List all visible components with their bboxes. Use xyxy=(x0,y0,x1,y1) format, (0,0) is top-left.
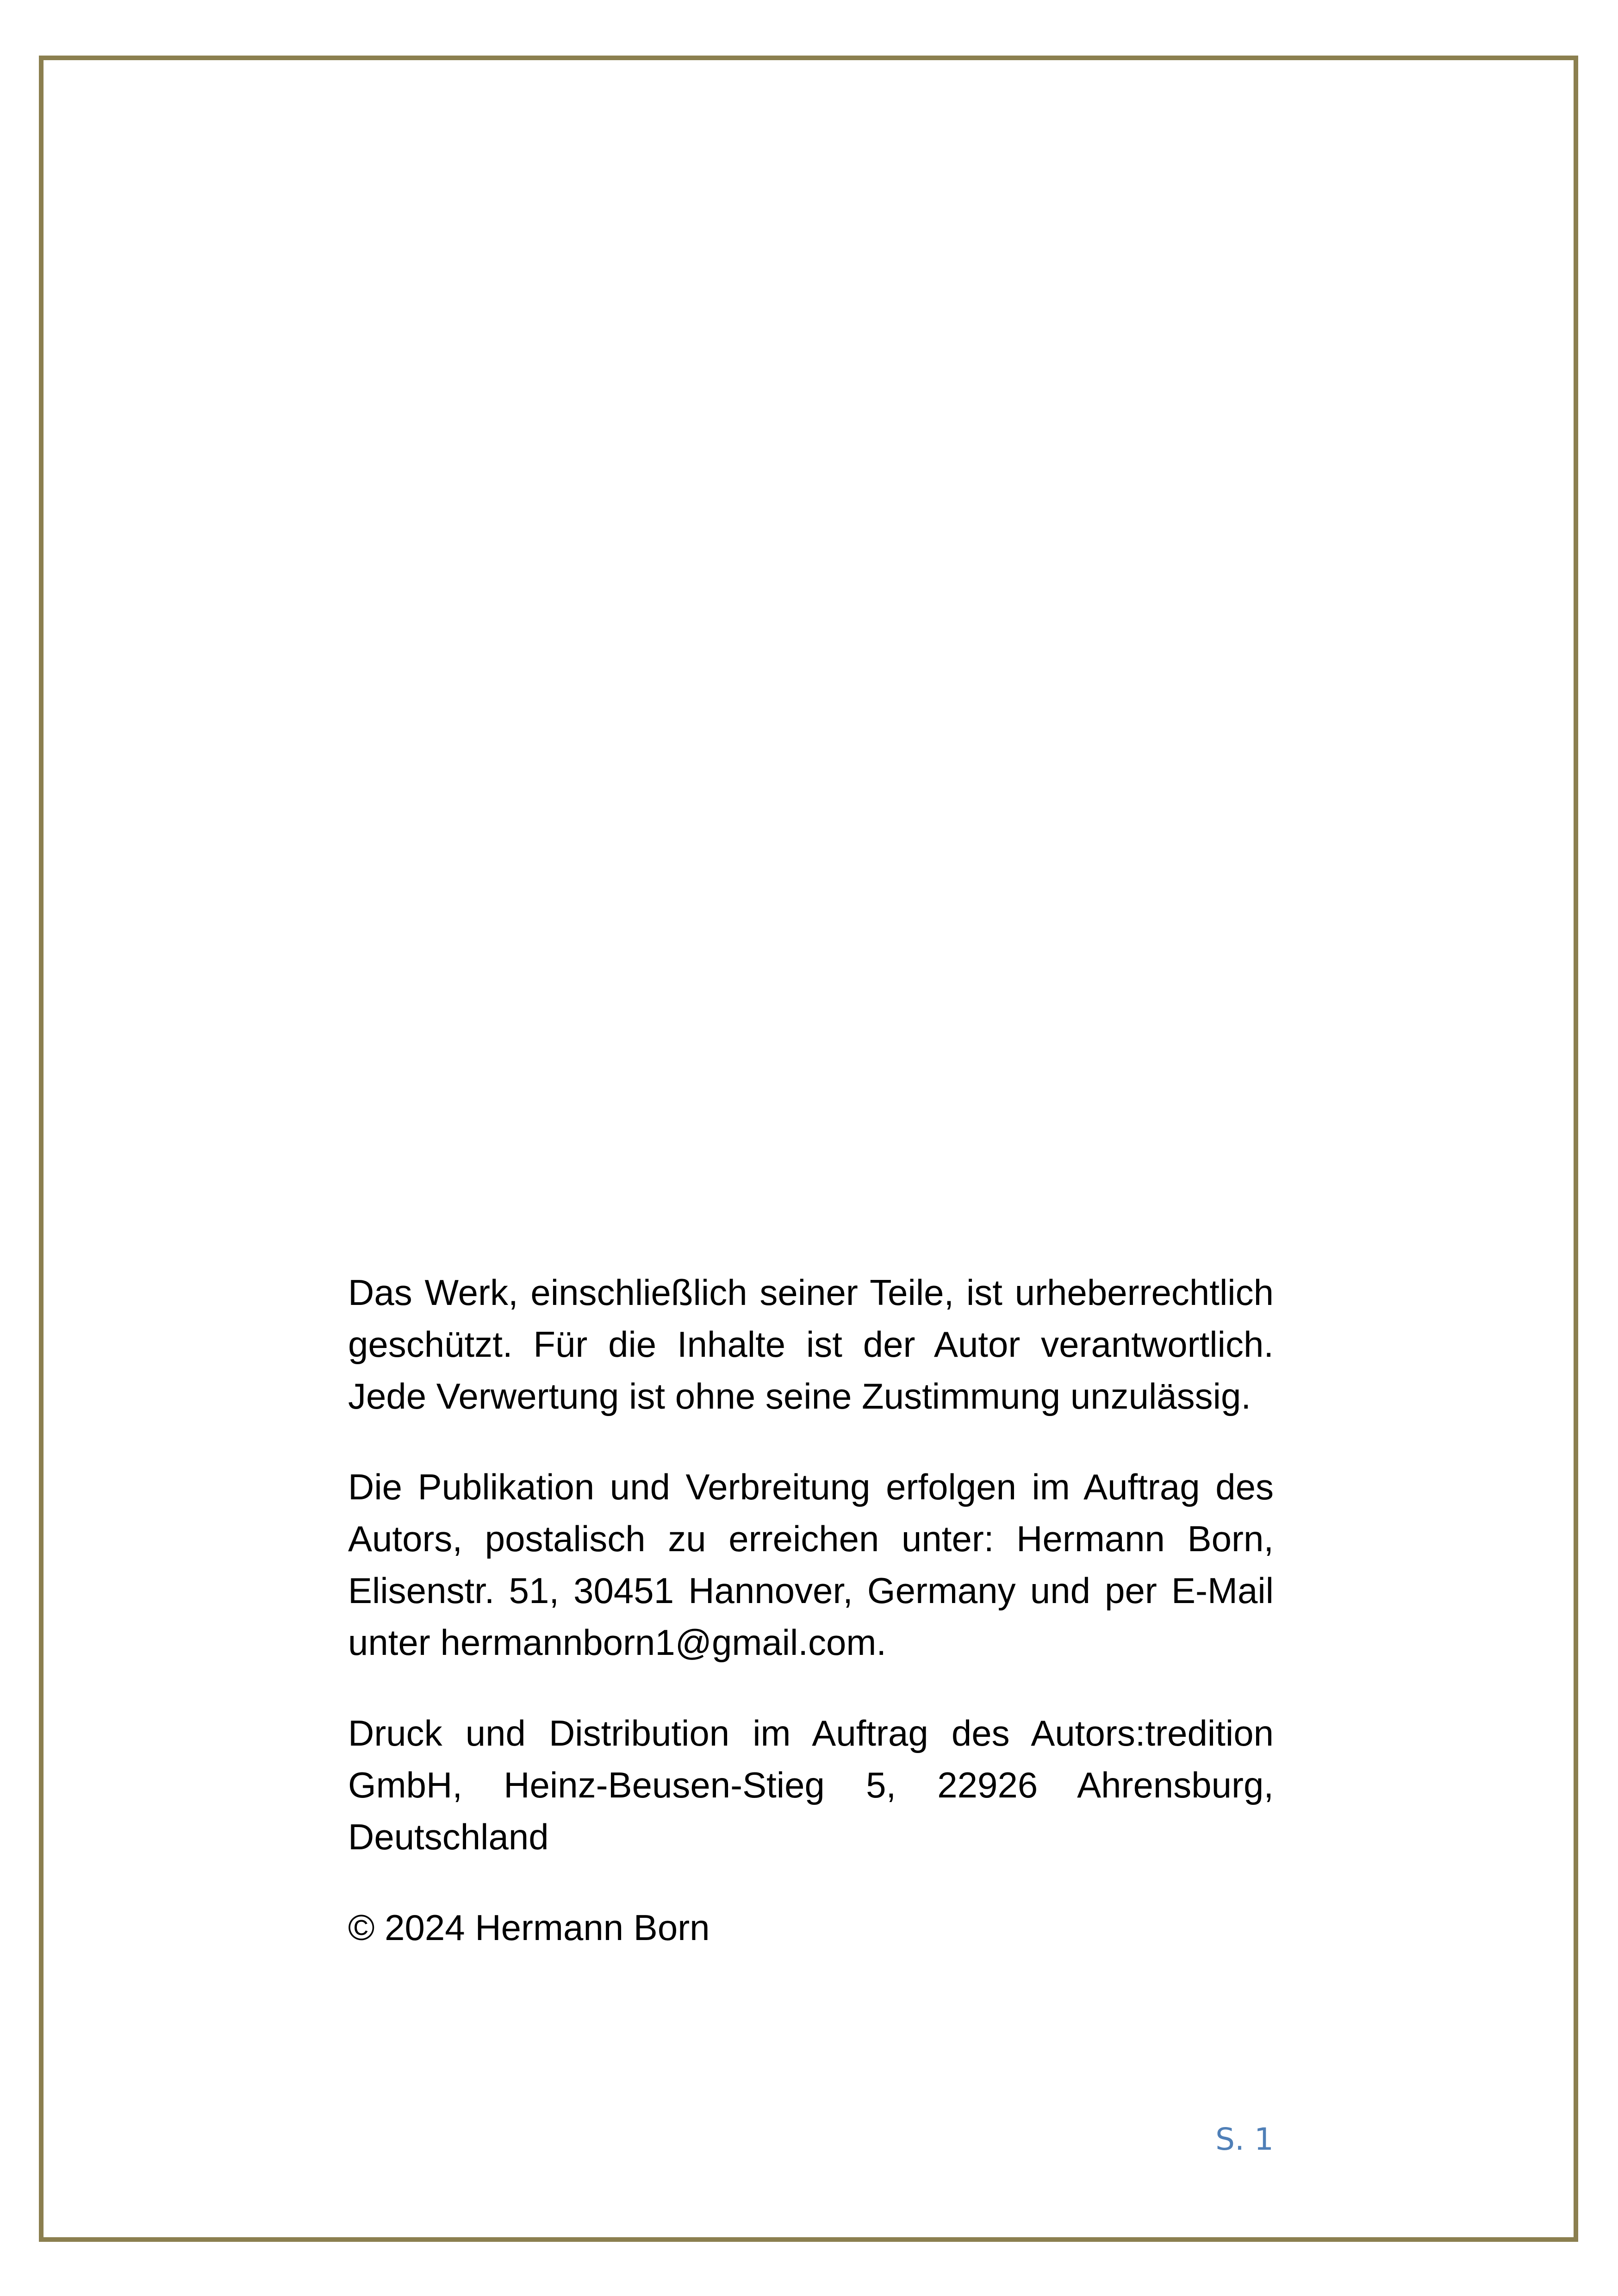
copyright-line: © 2024 Hermann Born xyxy=(348,1907,710,1948)
printing-distribution-paragraph: Druck und Distribution im Auftrag des Autors:tredition GmbH, Heinz-Beusen-Stieg 5, 22926 Ahrensburg, Deutschland xyxy=(348,1713,1274,1857)
publication-contact-paragraph: Die Publikation und Verbreitung erfolgen im Auftrag des Autors, postalisch zu erreichen unter: Hermann Born, Elisenstr. 51, 30451 Hannover, Germany und per E-Mail unter hermannborn1@gmail.com. xyxy=(348,1466,1274,1663)
copyright-notice-paragraph: Das Werk, einschließlich seiner Teile, ist urheberrechtlich geschützt. Für die Inhalte ist der Autor verantwortlich. Jede Verwertung ist ohne seine Zustimmung unzulässig. xyxy=(348,1272,1274,1416)
imprint-text-block xyxy=(348,1267,1274,1953)
page-number: S. 1 xyxy=(1215,2121,1274,2157)
